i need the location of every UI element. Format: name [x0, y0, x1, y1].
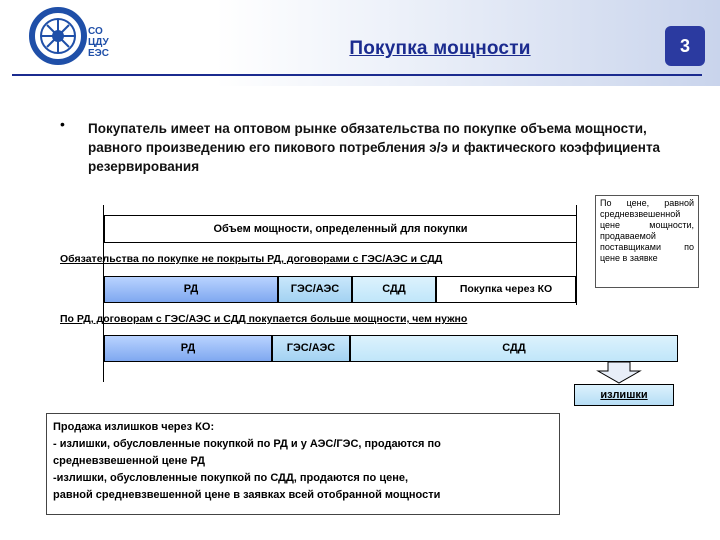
page-title: Покупка мощности [349, 38, 531, 59]
down-arrow-icon [594, 362, 644, 384]
bullet-text: Покупатель имеет на оптовом рынке обязательства по покупке объема мощности, равного произведению его пикового потребления э/э и фактического коэффициента резервирования [88, 121, 661, 174]
segment-ges-aes: ГЭС/АЭС [278, 276, 352, 303]
bullet-icon: • [60, 116, 65, 132]
logo-text-line: ЦДУ [88, 37, 109, 48]
sale-note-line: равной средневзвешенной цене в заявках всей отобранной мощности [53, 489, 441, 501]
segment-rd: РД [104, 276, 278, 303]
sale-note-line: -излишки, обусловленные покупкой по СДД, продаются по цене, [53, 472, 409, 484]
company-logo-icon [28, 6, 88, 66]
segment-ges-aes: ГЭС/АЭС [272, 335, 350, 362]
logo-text [88, 26, 109, 59]
side-note: По цене, равной средневзвешенной цене мощности, продаваемой поставщиками по цене в заявке [595, 195, 699, 288]
page-number-badge: 3 [665, 26, 705, 66]
volume-box: Объем мощности, определенный для покупки [104, 215, 577, 243]
surplus-box: излишки [574, 384, 674, 406]
sale-note-line: средневзвешенной цене РД [53, 455, 205, 467]
segment-sdd: СДД [352, 276, 436, 303]
segment-sdd: СДД [350, 335, 678, 362]
sale-note-line: - излишки, обусловленные покупкой по РД и у АЭС/ГЭС, продаются по [53, 438, 441, 450]
sale-note-line: Продажа излишков через КО: [53, 421, 215, 433]
logo-text-line: ЕЭС [88, 48, 110, 59]
segment-ko-purchase: Покупка через КО [436, 276, 576, 303]
caption-excess: По РД, договорам с ГЭС/АЭС и СДД покупается больше мощности, чем нужно [60, 313, 468, 325]
caption-not-covered: Обязательства по покупке не покрыты РД, договорами с ГЭС/АЭС и СДД [60, 253, 443, 265]
logo-text-line: СО [88, 26, 103, 37]
segment-rd: РД [104, 335, 272, 362]
header-divider [12, 74, 702, 76]
surplus-sale-note [46, 413, 560, 515]
